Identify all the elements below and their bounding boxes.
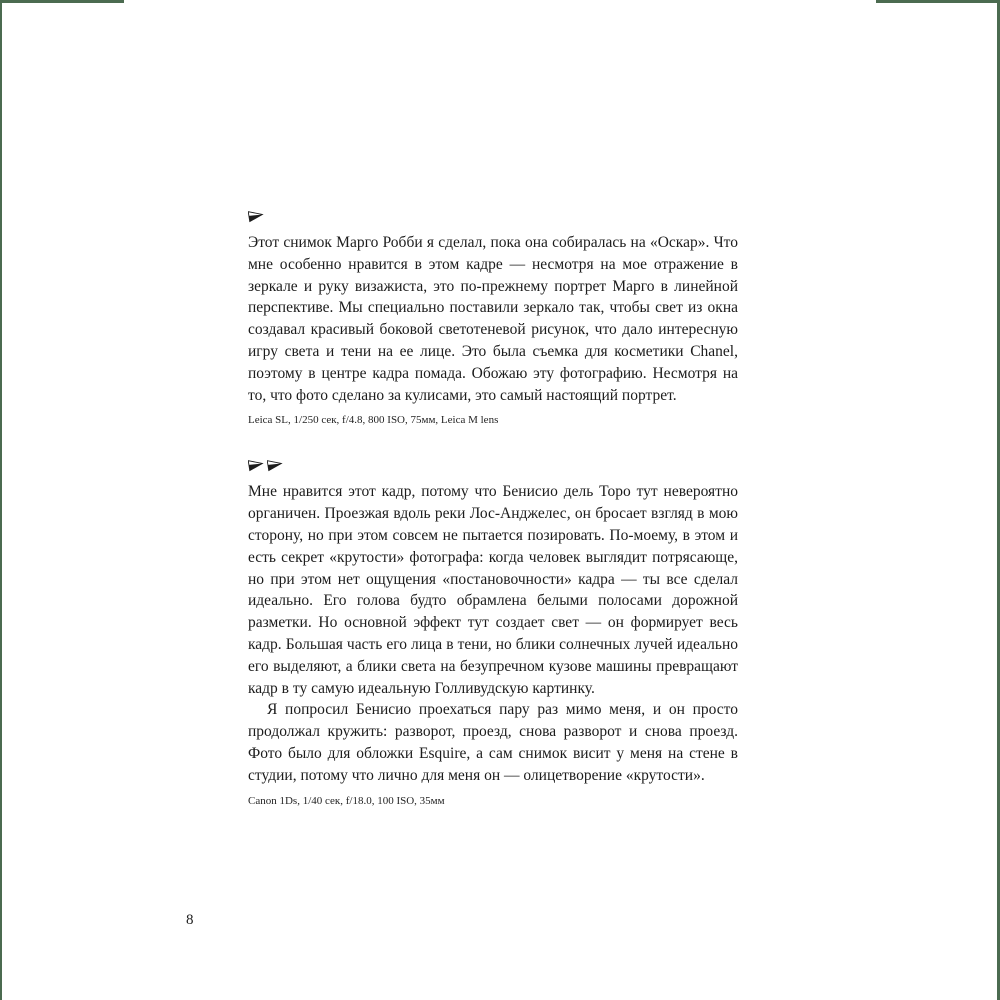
arrowhead-right-icon — [248, 208, 264, 223]
photo-note-block-1 — [248, 205, 738, 427]
top-left-corner-rule — [0, 0, 124, 3]
top-right-corner-rule — [876, 0, 1000, 3]
photo-note-paragraph: Мне нравится этот кадр, потому что Бенисио дель Торо тут невероятно органичен. Проезжая вдоль реки Лос-Анджелес, он бросает взгляд в мою сторону, но при этом совсем не пытается позировать. По-моему, в этом и есть секрет «крутости» фотографа: когда человек выглядит потрясающе, но при этом нет ощущения «постановочности» кадра — ты все сделал идеально. Его голова будто обрамлена белыми полосами дорожной разметки. Но основной эффект тут создает свет — он формирует весь кадр. Большая часть его лица в тени, но блики солнечных лучей идеально его выделяют, а блики света на безупречном кузове машины превращают кадр в ту самую идеальную Голливудскую картинку. — [248, 483, 738, 697]
left-edge-rule — [0, 0, 2, 1000]
photo-marker-double — [248, 454, 738, 474]
arrowhead-right-icon — [267, 457, 283, 472]
photo-marker-single — [248, 205, 738, 225]
photo-note-block-2 — [248, 454, 738, 807]
page-number: 8 — [186, 912, 194, 928]
camera-settings-caption: Leica SL, 1/250 сек, f/4.8, 800 ISO, 75мм, Leica M lens — [248, 414, 499, 427]
photo-note-paragraph: Этот снимок Марго Робби я сделал, пока она собиралась на «Оскар». Что мне особенно нравится в этом кадре — несмотря на мое отражение в зеркале и руку визажиста, это по-прежнему портрет Марго в линейной перспективе. Мы специально поставили зеркало так, чтобы свет из окна создавал красивый боковой светотеневой рисунок, что дало интересную игру света и тени на ее лице. Это была съемка для косметики Chanel, поэтому в центре кадра помада. Обожаю эту фотографию. Несмотря на то, что фото сделано за кулисами, это самый настоящий портрет. — [248, 234, 738, 404]
arrowhead-right-icon — [248, 457, 264, 472]
text-column — [248, 205, 738, 808]
camera-settings-caption: Canon 1Ds, 1/40 сек, f/18.0, 100 ISO, 35мм — [248, 794, 445, 807]
photo-note-paragraph: Я попросил Бенисио проехаться пару раз мимо меня, и он просто продолжал кружить: разворот, проезд, снова разворот и снова проезд. Фото было для обложки Esquire, а сам снимок висит у меня на стене в студии, потому что лично для меня он — олицетворение «крутости». — [248, 701, 738, 784]
